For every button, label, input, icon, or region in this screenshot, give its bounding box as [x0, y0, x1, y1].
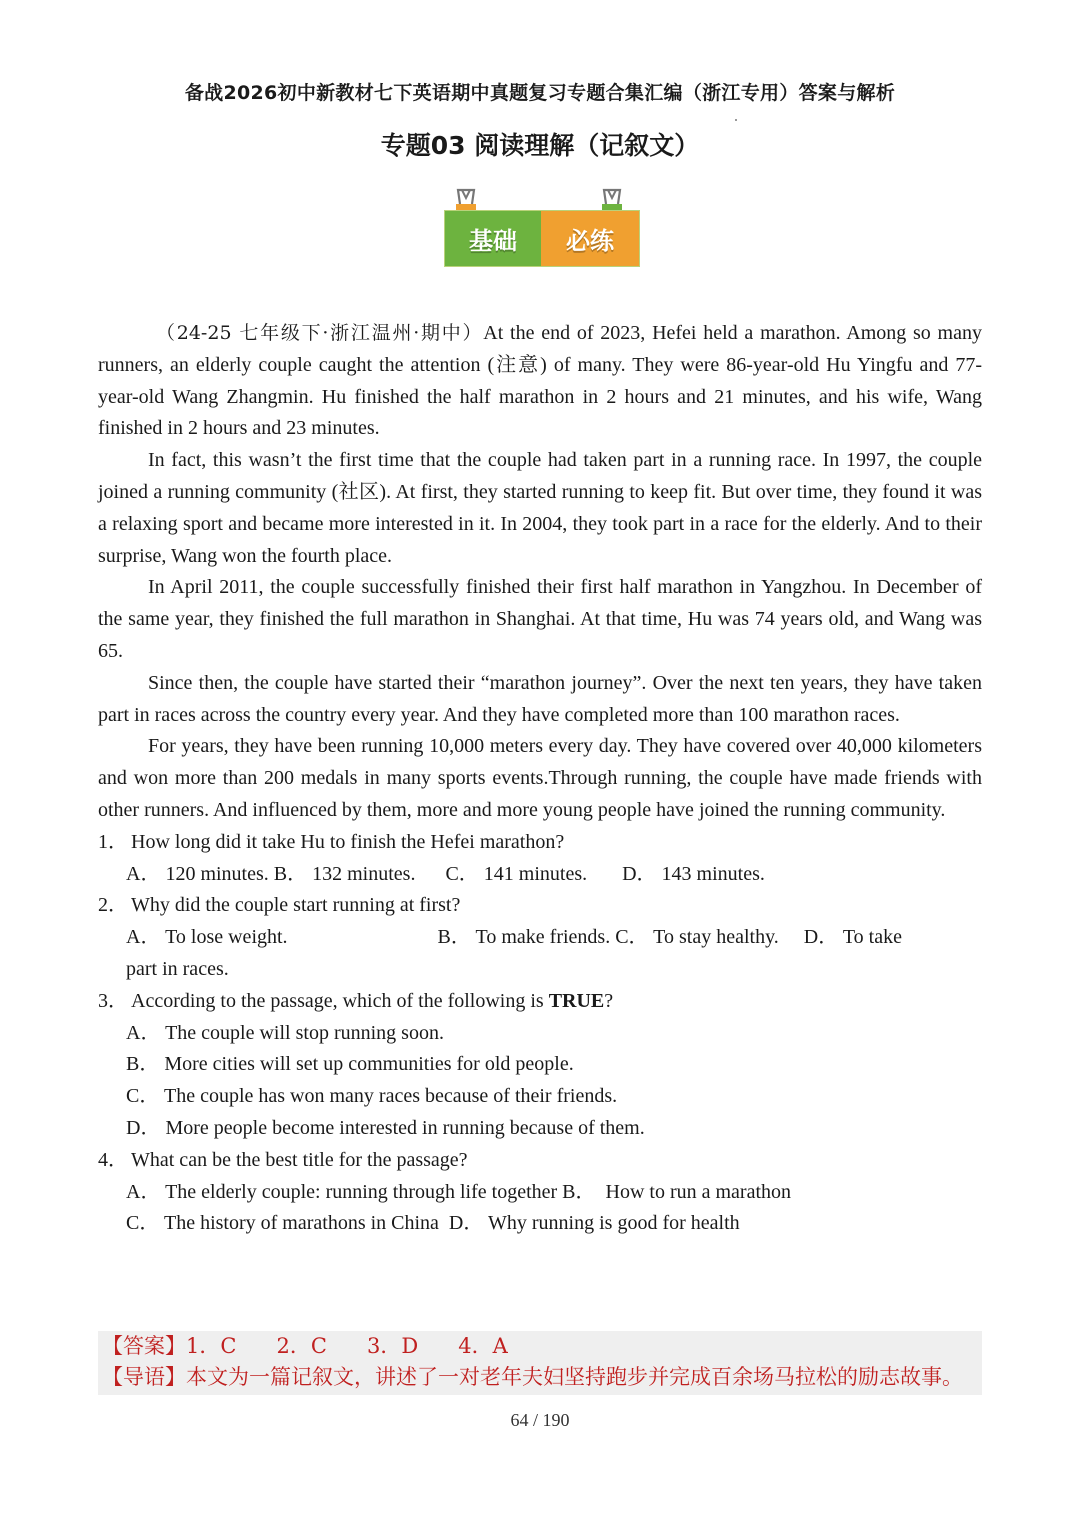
question-option: B． More cities will set up communities for old people.: [126, 1053, 574, 1076]
question-options: A． 120 minutes. B． 132 minutes. C． 141 minutes. D． 143 minutes.: [126, 862, 765, 885]
question-text: According to the passage, which of the following is: [131, 989, 549, 1012]
question-text-emphasis: TRUE: [548, 989, 605, 1012]
passage-paragraph: For years, they have been running 10,000 meters every day. They have covered over 40,000 kilometers and won more than 200 medals in many sports events.Through running, the couple have made friends with other runners. And influenced by them, more and more young people have joined the running community.: [98, 735, 982, 821]
question-number: 2．: [98, 894, 128, 917]
page-number: 64 / 190: [510, 1410, 570, 1430]
document-header: 备战2026初中新教材七下英语期中真题复习专题合集汇编（浙江专用）答案与解析: [184, 82, 896, 104]
question-option: A． The couple will stop running soon.: [126, 1021, 444, 1044]
question-option: D． More people become interested in running because of them.: [126, 1116, 645, 1139]
question: [98, 890, 982, 922]
question: [98, 986, 982, 1018]
question-source: （24-25 七年级下·浙江温州·期中）: [156, 322, 484, 344]
passage-and-questions: [98, 318, 982, 1240]
question-text: Why did the couple start running at first?: [131, 894, 461, 917]
answer-key: 【答案】1．C 2．C 3．D 4．A: [102, 1334, 508, 1358]
passage-paragraph: Since then, the couple have started their “marathon journey”. Over the next ten years, they have taken part in races across the country every year. And they have completed more than 100 marathon races.: [98, 671, 982, 726]
question-option: C． The history of marathons in China D． Why running is good for health: [126, 1212, 740, 1235]
question-number: 4．: [98, 1148, 128, 1171]
question-text: How long did it take Hu to finish the Hefei marathon?: [131, 830, 565, 853]
passage-paragraph: In April 2011, the couple successfully finished their first half marathon in Yangzhou. In December of the same year, they finished the full marathon in Shanghai. At that time, Hu was 74 years old, and Wang was 65.: [98, 576, 982, 662]
question-options: A． To lose weight. B． To make friends. C． To stay healthy. D． To take: [126, 926, 902, 949]
section-badge: [440, 186, 640, 268]
topic-title: 专题03 阅读理解（记叙文）: [380, 131, 700, 160]
badge-box: [444, 210, 640, 267]
question: [98, 1145, 982, 1177]
question-text: What can be the best title for the passage?: [131, 1148, 468, 1171]
answer-intro: 【导语】本文为一篇记叙文，讲述了一对老年夫妇坚持跑步并完成百余场马拉松的励志故事。: [102, 1365, 963, 1389]
badge-label-practice: 必练: [541, 211, 639, 266]
question: [98, 827, 982, 859]
question-number: 1．: [98, 830, 128, 853]
question-option: A． The elderly couple: running through life together B． How to run a marathon: [126, 1180, 792, 1203]
answer-box: [98, 1331, 982, 1395]
passage-paragraph: [98, 318, 982, 445]
question-number: 3．: [98, 989, 128, 1012]
question-option: C． The couple has won many races because of their friends.: [126, 1085, 618, 1108]
passage-paragraph: In fact, this wasn’t the first time that the couple had taken part in a running race. In 1997, the couple joined a running community (社区). At first, they started running to keep fit. But over time, they found it was a relaxing sport and became more interested in it. In 2004, they took part in a race for the elderly. And to their surprise, Wang won the fourth place.: [98, 449, 982, 567]
badge-label-basic: 基础: [445, 211, 541, 266]
question-text-end: ?: [604, 989, 614, 1012]
paragraph-text: At the end of 2023, Hefei held a marathon. Among so many runners, an elderly couple caught the attention (注意) of many. They were 86-year-old Hu Yingfu and 77-year-old Wang Zhangmin. Hu finished the half marathon in 2 hours and 21 minutes, and his wife, Wang finished in 2 hours and 23 minutes.: [98, 322, 982, 440]
stray-mark: [735, 119, 737, 121]
question-options-continued: part in races.: [126, 957, 229, 980]
